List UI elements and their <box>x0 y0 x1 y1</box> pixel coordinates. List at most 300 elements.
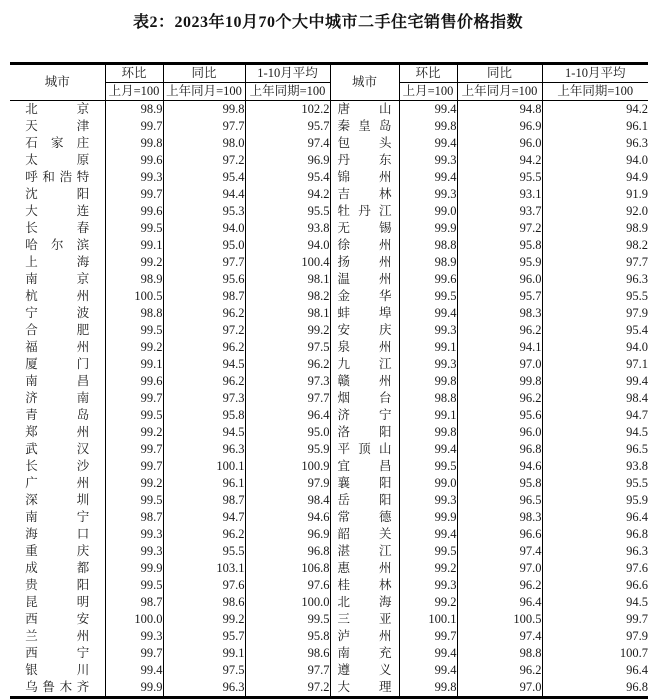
city-name: 呼和浩特 <box>25 170 90 184</box>
yoy-value: 95.6 <box>457 407 542 424</box>
city-name: 牡丹江 <box>337 204 392 218</box>
table-row <box>10 628 648 645</box>
table-row <box>10 237 648 254</box>
city-name: 泸州 <box>337 629 392 643</box>
city-name: 杭州 <box>25 289 90 303</box>
mom-value: 99.8 <box>399 679 457 698</box>
avg-value: 96.9 <box>245 526 330 543</box>
table-row <box>10 135 648 152</box>
avg-value: 94.0 <box>542 339 648 356</box>
mom-value: 99.2 <box>105 475 163 492</box>
city-name: 安庆 <box>337 323 392 337</box>
avg-value: 95.5 <box>245 203 330 220</box>
city-name: 西宁 <box>25 646 90 660</box>
city-name: 南昌 <box>25 374 90 388</box>
mom-value: 99.2 <box>399 560 457 577</box>
city-name: 无锡 <box>337 221 392 235</box>
table-row <box>10 339 648 356</box>
yoy-value: 96.5 <box>457 492 542 509</box>
mom-value: 99.1 <box>105 356 163 373</box>
yoy-value: 96.0 <box>457 135 542 152</box>
city-cell <box>330 101 399 119</box>
city-name: 包头 <box>337 136 392 150</box>
yoy-value: 95.5 <box>457 169 542 186</box>
yoy-value: 97.2 <box>457 220 542 237</box>
avg-value: 96.8 <box>542 679 648 698</box>
city-name: 青岛 <box>25 408 90 422</box>
avg-value: 95.4 <box>542 322 648 339</box>
header-avg-base-right: 上年同期=100 <box>542 83 648 101</box>
table-row <box>10 101 648 119</box>
mom-value: 99.7 <box>105 441 163 458</box>
city-name: 金华 <box>337 289 392 303</box>
avg-value: 98.2 <box>542 237 648 254</box>
city-name: 贵阳 <box>25 578 90 592</box>
city-cell <box>330 560 399 577</box>
city-cell <box>330 441 399 458</box>
yoy-value: 96.0 <box>457 424 542 441</box>
city-name: 遵义 <box>337 663 392 677</box>
city-cell <box>10 305 105 322</box>
mom-value: 99.8 <box>399 424 457 441</box>
city-cell <box>330 662 399 679</box>
city-cell <box>330 458 399 475</box>
yoy-value: 100.5 <box>457 611 542 628</box>
city-cell <box>10 220 105 237</box>
city-name: 深圳 <box>25 493 90 507</box>
mom-value: 99.2 <box>399 594 457 611</box>
city-name: 南充 <box>337 646 392 660</box>
city-cell <box>10 662 105 679</box>
table-row <box>10 543 648 560</box>
avg-value: 99.4 <box>542 373 648 390</box>
avg-value: 94.0 <box>542 152 648 169</box>
city-name: 天津 <box>25 119 90 133</box>
city-cell <box>10 594 105 611</box>
yoy-value: 97.0 <box>457 356 542 373</box>
city-cell <box>10 441 105 458</box>
yoy-value: 95.9 <box>457 254 542 271</box>
yoy-value: 96.6 <box>457 526 542 543</box>
city-cell <box>330 356 399 373</box>
city-cell <box>330 305 399 322</box>
yoy-value: 100.1 <box>163 458 245 475</box>
city-name: 宜昌 <box>337 459 392 473</box>
city-name: 宁波 <box>25 306 90 320</box>
city-cell <box>10 424 105 441</box>
header-city-left: 城市 <box>10 64 105 101</box>
yoy-value: 96.1 <box>163 475 245 492</box>
city-name: 九江 <box>337 357 392 371</box>
avg-value: 97.6 <box>542 560 648 577</box>
table-row <box>10 577 648 594</box>
mom-value: 99.6 <box>105 373 163 390</box>
avg-value: 97.9 <box>542 305 648 322</box>
header-avg-right: 1-10月平均 <box>542 64 648 83</box>
city-name: 上海 <box>25 255 90 269</box>
mom-value: 99.5 <box>399 543 457 560</box>
yoy-value: 97.2 <box>163 152 245 169</box>
city-name: 福州 <box>25 340 90 354</box>
avg-value: 95.8 <box>245 628 330 645</box>
table-row <box>10 254 648 271</box>
yoy-value: 103.1 <box>163 560 245 577</box>
avg-value: 95.4 <box>245 169 330 186</box>
yoy-value: 96.2 <box>163 339 245 356</box>
yoy-value: 95.8 <box>163 407 245 424</box>
avg-value: 94.5 <box>542 594 648 611</box>
table-row <box>10 441 648 458</box>
avg-value: 96.9 <box>245 152 330 169</box>
table-row <box>10 203 648 220</box>
mom-value: 99.5 <box>399 458 457 475</box>
mom-value: 98.8 <box>399 390 457 407</box>
avg-value: 100.7 <box>542 645 648 662</box>
mom-value: 99.0 <box>399 203 457 220</box>
city-name: 丹东 <box>337 153 392 167</box>
avg-value: 97.7 <box>245 390 330 407</box>
mom-value: 99.1 <box>105 237 163 254</box>
mom-value: 99.3 <box>105 628 163 645</box>
city-name: 大连 <box>25 204 90 218</box>
yoy-value: 96.3 <box>163 679 245 698</box>
city-cell <box>10 152 105 169</box>
city-name: 南宁 <box>25 510 90 524</box>
mom-value: 99.3 <box>105 169 163 186</box>
avg-value: 97.7 <box>542 254 648 271</box>
yoy-value: 99.2 <box>163 611 245 628</box>
city-name: 徐州 <box>337 238 392 252</box>
city-cell <box>330 288 399 305</box>
mom-value: 99.5 <box>105 322 163 339</box>
table-row <box>10 662 648 679</box>
avg-value: 96.1 <box>542 118 648 135</box>
table-title: 表2：2023年10月70个大中城市二手住宅销售价格指数 <box>132 14 523 31</box>
city-name: 蚌埠 <box>337 306 392 320</box>
city-name: 扬州 <box>337 255 392 269</box>
yoy-value: 96.2 <box>163 305 245 322</box>
mom-value: 99.3 <box>399 492 457 509</box>
city-name: 厦门 <box>25 357 90 371</box>
header-yoy-base-right: 上年同月=100 <box>457 83 542 101</box>
city-name: 泉州 <box>337 340 392 354</box>
yoy-value: 96.2 <box>457 390 542 407</box>
table-row <box>10 407 648 424</box>
city-name: 石家庄 <box>25 136 90 150</box>
avg-value: 95.5 <box>542 475 648 492</box>
city-cell <box>10 577 105 594</box>
mom-value: 99.2 <box>105 339 163 356</box>
city-cell <box>10 458 105 475</box>
mom-value: 99.5 <box>105 220 163 237</box>
table-row <box>10 526 648 543</box>
table-row <box>10 509 648 526</box>
table-row <box>10 424 648 441</box>
avg-value: 97.4 <box>245 135 330 152</box>
avg-value: 97.1 <box>542 356 648 373</box>
avg-value: 96.4 <box>542 509 648 526</box>
avg-value: 100.0 <box>245 594 330 611</box>
mom-value: 99.4 <box>399 305 457 322</box>
avg-value: 98.6 <box>245 645 330 662</box>
table-row <box>10 118 648 135</box>
avg-value: 93.8 <box>245 220 330 237</box>
yoy-value: 97.3 <box>163 390 245 407</box>
avg-value: 96.2 <box>245 356 330 373</box>
yoy-value: 98.7 <box>163 492 245 509</box>
city-name: 三亚 <box>337 612 392 626</box>
yoy-value: 94.8 <box>457 101 542 119</box>
yoy-value: 96.2 <box>163 373 245 390</box>
avg-value: 94.2 <box>245 186 330 203</box>
yoy-value: 95.3 <box>163 203 245 220</box>
city-cell <box>330 611 399 628</box>
avg-value: 96.3 <box>542 543 648 560</box>
city-cell <box>330 339 399 356</box>
city-name: 洛阳 <box>337 425 392 439</box>
mom-value: 99.3 <box>399 152 457 169</box>
yoy-value: 93.1 <box>457 186 542 203</box>
avg-value: 96.4 <box>245 407 330 424</box>
city-name: 济宁 <box>337 408 392 422</box>
yoy-value: 97.6 <box>163 577 245 594</box>
city-cell <box>10 407 105 424</box>
city-cell <box>10 288 105 305</box>
mom-value: 98.9 <box>105 271 163 288</box>
mom-value: 99.3 <box>399 186 457 203</box>
city-cell <box>330 543 399 560</box>
mom-value: 99.4 <box>105 662 163 679</box>
yoy-value: 94.2 <box>457 152 542 169</box>
city-cell <box>330 594 399 611</box>
table-row <box>10 560 648 577</box>
city-cell <box>330 254 399 271</box>
city-cell <box>10 628 105 645</box>
table-row <box>10 322 648 339</box>
yoy-value: 96.3 <box>163 441 245 458</box>
yoy-value: 97.7 <box>163 254 245 271</box>
city-cell <box>10 135 105 152</box>
avg-value: 98.4 <box>542 390 648 407</box>
mom-value: 99.5 <box>105 492 163 509</box>
mom-value: 99.7 <box>105 458 163 475</box>
yoy-value: 99.8 <box>457 373 542 390</box>
mom-value: 99.1 <box>399 407 457 424</box>
table-body <box>10 101 648 698</box>
avg-value: 98.1 <box>245 271 330 288</box>
table-row <box>10 169 648 186</box>
city-name: 秦皇岛 <box>337 119 392 133</box>
mom-value: 99.6 <box>399 271 457 288</box>
table-row <box>10 611 648 628</box>
table-row <box>10 220 648 237</box>
yoy-value: 94.5 <box>163 356 245 373</box>
yoy-value: 93.7 <box>457 203 542 220</box>
price-index-table <box>10 62 648 699</box>
mom-value: 99.7 <box>105 390 163 407</box>
mom-value: 99.3 <box>399 577 457 594</box>
city-cell <box>330 186 399 203</box>
avg-value: 98.9 <box>542 220 648 237</box>
avg-value: 96.6 <box>542 577 648 594</box>
yoy-value: 97.0 <box>457 560 542 577</box>
city-cell <box>330 169 399 186</box>
avg-value: 94.5 <box>542 424 648 441</box>
header-mom-base-right: 上月=100 <box>399 83 457 101</box>
city-cell <box>330 271 399 288</box>
city-cell <box>10 526 105 543</box>
city-name: 长春 <box>25 221 90 235</box>
mom-value: 99.3 <box>399 322 457 339</box>
yoy-value: 95.4 <box>163 169 245 186</box>
yoy-value: 99.1 <box>163 645 245 662</box>
table-row <box>10 356 648 373</box>
city-name: 重庆 <box>25 544 90 558</box>
city-name: 赣州 <box>337 374 392 388</box>
mom-value: 99.3 <box>399 356 457 373</box>
city-name: 沈阳 <box>25 187 90 201</box>
city-name: 济南 <box>25 391 90 405</box>
city-name: 常德 <box>337 510 392 524</box>
avg-value: 93.8 <box>542 458 648 475</box>
city-cell <box>330 475 399 492</box>
yoy-value: 97.5 <box>163 662 245 679</box>
yoy-value: 96.2 <box>457 577 542 594</box>
city-name: 合肥 <box>25 323 90 337</box>
avg-value: 102.2 <box>245 101 330 119</box>
avg-value: 97.6 <box>245 577 330 594</box>
avg-value: 95.9 <box>542 492 648 509</box>
mom-value: 99.9 <box>399 220 457 237</box>
mom-value: 99.3 <box>105 526 163 543</box>
table-row <box>10 288 648 305</box>
yoy-value: 95.8 <box>457 475 542 492</box>
city-name: 哈尔滨 <box>25 238 90 252</box>
avg-value: 92.0 <box>542 203 648 220</box>
yoy-value: 96.2 <box>163 526 245 543</box>
city-cell <box>330 203 399 220</box>
city-name: 太原 <box>25 153 90 167</box>
avg-value: 95.9 <box>245 441 330 458</box>
city-name: 大理 <box>337 680 392 694</box>
avg-value: 98.4 <box>245 492 330 509</box>
avg-value: 94.7 <box>542 407 648 424</box>
city-cell <box>10 390 105 407</box>
avg-value: 99.7 <box>542 611 648 628</box>
avg-value: 91.9 <box>542 186 648 203</box>
yoy-value: 98.8 <box>457 645 542 662</box>
city-name: 成都 <box>25 561 90 575</box>
city-name: 唐山 <box>337 102 392 116</box>
city-name: 温州 <box>337 272 392 286</box>
city-name: 锦州 <box>337 170 392 184</box>
avg-value: 98.1 <box>245 305 330 322</box>
city-cell <box>330 509 399 526</box>
city-cell <box>330 577 399 594</box>
city-cell <box>10 101 105 119</box>
city-name: 烟台 <box>337 391 392 405</box>
mom-value: 99.4 <box>399 169 457 186</box>
city-name: 昆明 <box>25 595 90 609</box>
avg-value: 98.2 <box>245 288 330 305</box>
city-cell <box>330 135 399 152</box>
yoy-value: 97.4 <box>457 543 542 560</box>
city-cell <box>10 186 105 203</box>
mom-value: 98.7 <box>105 509 163 526</box>
city-name: 广州 <box>25 476 90 490</box>
city-cell <box>330 322 399 339</box>
mom-value: 100.0 <box>105 611 163 628</box>
table-row <box>10 390 648 407</box>
table-row <box>10 475 648 492</box>
mom-value: 99.9 <box>399 509 457 526</box>
yoy-value: 96.2 <box>457 322 542 339</box>
yoy-value: 99.8 <box>163 101 245 119</box>
mom-value: 99.7 <box>399 628 457 645</box>
yoy-value: 96.0 <box>457 271 542 288</box>
yoy-value: 96.9 <box>457 118 542 135</box>
avg-value: 97.2 <box>245 679 330 698</box>
city-name: 韶关 <box>337 527 392 541</box>
city-cell <box>330 373 399 390</box>
table-row <box>10 152 648 169</box>
city-cell <box>10 203 105 220</box>
header-city-right: 城市 <box>330 64 399 101</box>
header-mom-right: 环比 <box>399 64 457 83</box>
city-name: 湛江 <box>337 544 392 558</box>
city-name: 北京 <box>25 102 90 116</box>
mom-value: 99.6 <box>105 152 163 169</box>
city-cell <box>10 492 105 509</box>
city-cell <box>330 390 399 407</box>
yoy-value: 95.5 <box>163 543 245 560</box>
avg-value: 99.2 <box>245 322 330 339</box>
city-cell <box>10 237 105 254</box>
avg-value: 100.4 <box>245 254 330 271</box>
mom-value: 99.9 <box>105 560 163 577</box>
avg-value: 94.2 <box>542 101 648 119</box>
city-cell <box>10 543 105 560</box>
yoy-value: 98.3 <box>457 509 542 526</box>
city-cell <box>10 271 105 288</box>
mom-value: 99.9 <box>105 679 163 698</box>
table-row <box>10 645 648 662</box>
city-cell <box>330 526 399 543</box>
mom-value: 99.0 <box>399 475 457 492</box>
mom-value: 99.8 <box>105 135 163 152</box>
city-name: 兰州 <box>25 629 90 643</box>
avg-value: 96.3 <box>542 135 648 152</box>
avg-value: 97.5 <box>245 339 330 356</box>
city-cell <box>10 339 105 356</box>
city-cell <box>10 356 105 373</box>
header-yoy-right: 同比 <box>457 64 542 83</box>
mom-value: 99.2 <box>105 424 163 441</box>
avg-value: 95.0 <box>245 424 330 441</box>
header-avg-left: 1-10月平均 <box>245 64 330 83</box>
avg-value: 94.0 <box>245 237 330 254</box>
avg-value: 96.5 <box>542 441 648 458</box>
mom-value: 99.7 <box>105 645 163 662</box>
yoy-value: 94.7 <box>163 509 245 526</box>
header-mom-base-left: 上月=100 <box>105 83 163 101</box>
mom-value: 100.1 <box>399 611 457 628</box>
mom-value: 99.8 <box>399 373 457 390</box>
avg-value: 97.3 <box>245 373 330 390</box>
city-name: 银川 <box>25 663 90 677</box>
table-row <box>10 271 648 288</box>
city-cell <box>330 118 399 135</box>
